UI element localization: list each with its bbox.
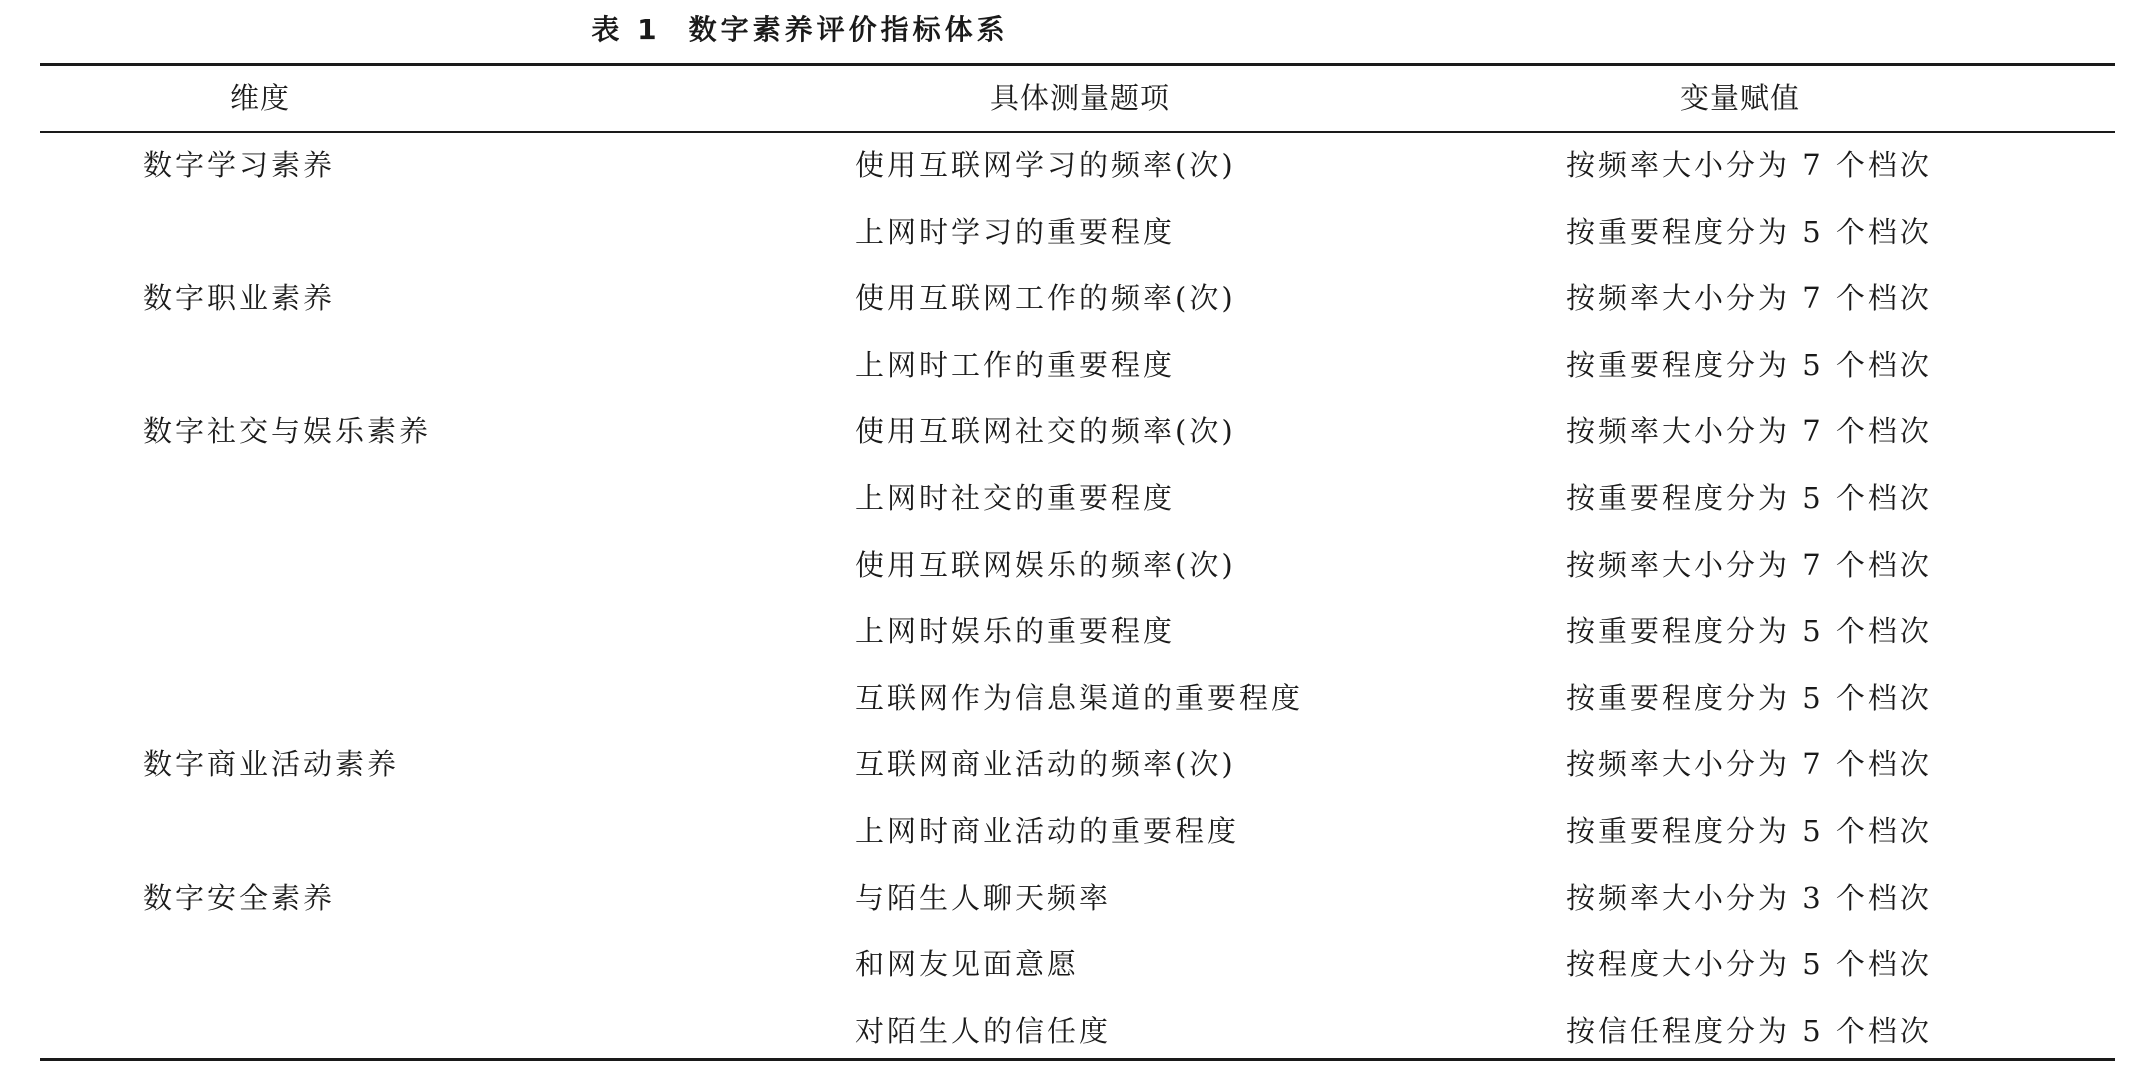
measurement-item-cell: 互联网作为信息渠道的重要程度: [855, 680, 1304, 715]
table-row: [0, 799, 2149, 866]
dimension-cell: 数字职业素养: [143, 281, 336, 316]
table-row: [0, 732, 2149, 799]
dimension-cell: 数字社交与娱乐素养: [143, 414, 432, 449]
variable-assignment-cell: 按频率大小分为 7 个档次: [1566, 747, 1932, 782]
variable-assignment-cell: 按重要程度分为 5 个档次: [1566, 347, 1932, 382]
measurement-item-cell: 上网时娱乐的重要程度: [855, 614, 1176, 649]
variable-assignment-cell: 按频率大小分为 3 个档次: [1566, 880, 1932, 915]
variable-assignment-cell: 按重要程度分为 5 个档次: [1566, 680, 1932, 715]
variable-assignment-cell: 按频率大小分为 7 个档次: [1566, 547, 1932, 582]
table-row: [0, 533, 2149, 600]
table-number: 表 1: [591, 13, 661, 46]
header-dimension: 维度: [229, 81, 290, 115]
measurement-item-cell: 使用互联网社交的频率(次): [855, 414, 1236, 449]
dimension-cell: 数字学习素养: [143, 148, 336, 182]
table-title: 数字素养评价指标体系: [688, 13, 1009, 46]
measurement-item-cell: 上网时商业活动的重要程度: [855, 813, 1240, 848]
variable-assignment-cell: 按程度大小分为 5 个档次: [1566, 947, 1932, 982]
measurement-item-cell: 上网时社交的重要程度: [855, 480, 1176, 515]
measurement-item-cell: 上网时工作的重要程度: [855, 347, 1176, 382]
table-caption: [0, 8, 1600, 48]
measurement-item-cell: 对陌生人的信任度: [855, 1013, 1112, 1048]
measurement-item-cell: 使用互联网娱乐的频率(次): [855, 547, 1236, 582]
measurement-item-cell: 互联网商业活动的频率(次): [855, 747, 1236, 782]
variable-assignment-cell: 按频率大小分为 7 个档次: [1566, 281, 1932, 316]
variable-assignment-cell: 按频率大小分为 7 个档次: [1566, 148, 1932, 182]
bottom-rule: [40, 1058, 2115, 1061]
measurement-item-cell: 与陌生人聊天频率: [855, 880, 1112, 915]
table-row: [0, 866, 2149, 933]
header-variable-assignment: 变量赋值: [1679, 81, 1800, 115]
table-row: [0, 133, 2149, 200]
header-measurement-item: 具体测量题项: [989, 81, 1170, 115]
table-row: [0, 466, 2149, 533]
table-header: [0, 66, 2149, 131]
table-row: [0, 666, 2149, 733]
measurement-item-cell: 和网友见面意愿: [855, 947, 1080, 982]
table-row: [0, 399, 2149, 466]
table-row: [0, 999, 2149, 1065]
dimension-cell: 数字商业活动素养: [143, 747, 400, 782]
variable-assignment-cell: 按重要程度分为 5 个档次: [1566, 480, 1932, 515]
table-row: [0, 200, 2149, 267]
measurement-item-cell: 使用互联网工作的频率(次): [855, 281, 1236, 316]
dimension-cell: 数字安全素养: [143, 880, 336, 915]
variable-assignment-cell: 按重要程度分为 5 个档次: [1566, 813, 1932, 848]
variable-assignment-cell: 按信任程度分为 5 个档次: [1566, 1013, 1932, 1048]
table-row: [0, 932, 2149, 999]
table-row: [0, 266, 2149, 333]
measurement-item-cell: 上网时学习的重要程度: [855, 214, 1176, 249]
variable-assignment-cell: 按重要程度分为 5 个档次: [1566, 214, 1932, 249]
variable-assignment-cell: 按重要程度分为 5 个档次: [1566, 614, 1932, 649]
table-row: [0, 333, 2149, 400]
table-row: [0, 599, 2149, 666]
measurement-item-cell: 使用互联网学习的频率(次): [855, 148, 1236, 182]
table-body: [0, 133, 2149, 1065]
variable-assignment-cell: 按频率大小分为 7 个档次: [1566, 414, 1932, 449]
